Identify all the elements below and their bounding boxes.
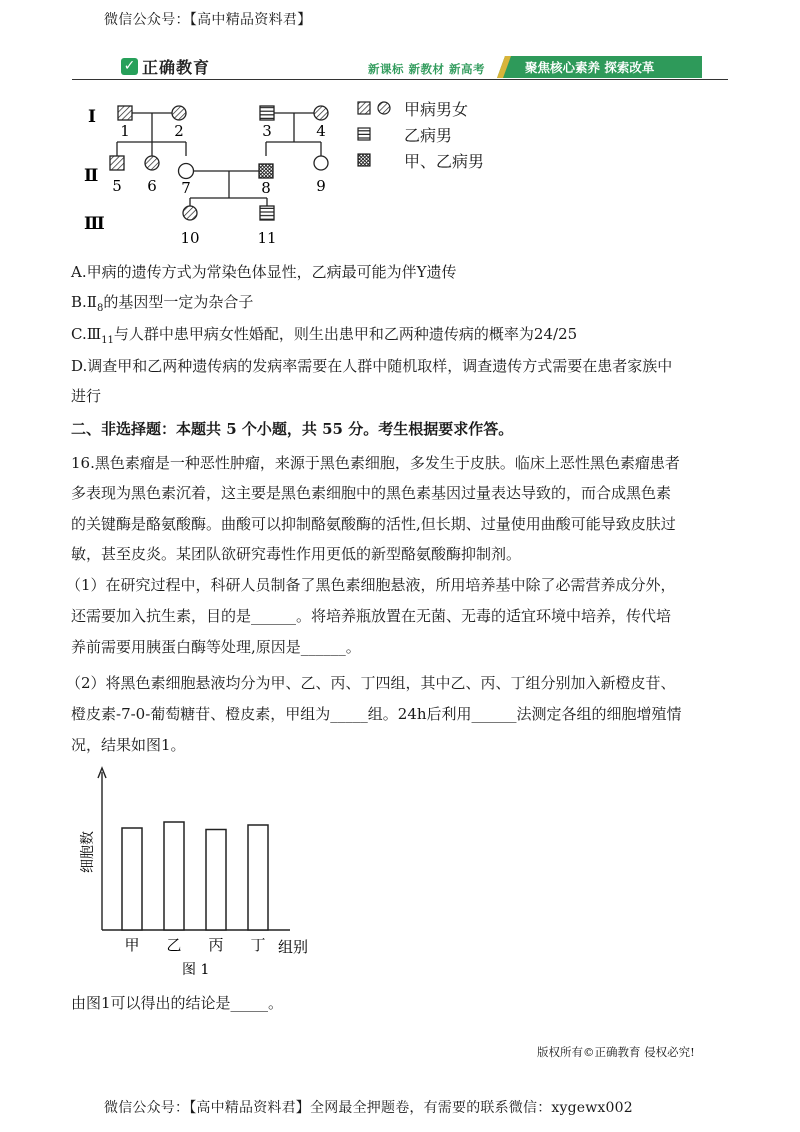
figure-1-bar-chart <box>70 760 330 985</box>
question-16-line1: 16.黑色素瘤是一种恶性肿瘤，来源于黑色素细胞，多发生于皮肤。临床上恶性黑色素瘤患者 <box>71 454 680 472</box>
legend-label: 甲、乙病男 <box>404 151 485 171</box>
individual-number: 2 <box>174 122 184 140</box>
header-divider <box>72 79 728 80</box>
subquestion-1-line3: 养前需要用胰蛋白酶等处理,原因是______。 <box>71 638 361 656</box>
footer-wechat-line: 微信公众号：【高中精品资料君】全网最全押题卷，有需要的联系微信：xygewx002 <box>104 1100 633 1116</box>
individual-number: 5 <box>112 177 122 195</box>
option-c-subscript: 11 <box>101 335 114 346</box>
subquestion-2-line1: （2）将黑色素细胞悬液均分为甲、乙、丙、丁四组，其中乙、丙、丁组分别加入新橙皮苷、 <box>66 674 676 692</box>
generation-label: Ⅲ <box>84 214 105 234</box>
individual-9-normal-female <box>314 156 328 170</box>
bar-4 <box>248 825 268 930</box>
header-tagline: 新课标 新教材 新高考 <box>368 62 486 76</box>
bar-3 <box>206 830 226 931</box>
individual-1-affected-male <box>118 106 132 120</box>
individual-number: 1 <box>120 122 130 140</box>
option-c-text: 与人群中患甲病女性婚配，则生出患甲和乙两种遗传病的概率为24/25 <box>113 325 578 343</box>
option-b-text: 的基因型一定为杂合子 <box>103 293 254 311</box>
pedigree-chart <box>70 92 355 247</box>
question-16-line2: 多表现为黑色素沉着，这主要是黑色素细胞中的黑色素基因过量表达导致的，而合成黑色素 <box>71 484 672 502</box>
individual-number: 8 <box>261 179 271 197</box>
y-axis-label: 细胞数 <box>80 831 96 873</box>
bar-2 <box>164 822 184 930</box>
legend-label: 甲病男女 <box>404 99 469 119</box>
option-c <box>71 323 577 352</box>
individual-number: 7 <box>181 179 191 197</box>
individual-number: 6 <box>147 177 157 195</box>
header-banner <box>497 56 702 78</box>
individual-6-affected-female <box>145 156 159 170</box>
question-16-conclusion: 由图1可以得出的结论是_____。 <box>71 994 284 1012</box>
check-icon: ✓ <box>121 58 138 75</box>
subquestion-1-line2: 还需要加入抗生素，目的是______。将培养瓶放置在无菌、无毒的适宜环境中培养，传代培 <box>71 607 672 625</box>
header-wechat-line: 微信公众号：【高中精品资料君】 <box>104 12 312 28</box>
individual-number: 10 <box>180 229 200 247</box>
section-heading: 二、非选择题：本题共 5 个小题，共 55 分。考生根据要求作答。 <box>71 420 514 438</box>
individual-4-affected-female <box>314 106 328 120</box>
subquestion-2-line2: 橙皮素-7-0-葡萄糖苷、橙皮素，甲组为_____组。24h后利用______法测定各组的细胞增殖情 <box>71 705 682 723</box>
individual-11-disease-b-male <box>260 206 274 220</box>
chart-title: 图 1 <box>182 962 210 978</box>
individual-8-both-diseases-male <box>259 164 273 178</box>
x-tick-label: 乙 <box>166 936 182 954</box>
copyright-notice: 版权所有©正确教育 侵权必究! <box>537 1045 695 1059</box>
question-16-line4: 敏，甚至皮炎。某团队欲研究毒性作用更低的新型酪氨酸酶抑制剂。 <box>71 545 522 563</box>
individual-number: 3 <box>262 122 272 140</box>
question-16-line3: 的关键酶是酪氨酸酶。曲酸可以抑制酪氨酸酶的活性,但长期、过量使用曲酸可能导致皮肤过 <box>71 515 676 533</box>
individual-5-affected-male <box>110 156 124 170</box>
option-d-line2: 进行 <box>71 387 102 405</box>
individual-7-normal-female <box>179 164 194 179</box>
generation-label: Ⅰ <box>88 107 96 127</box>
individual-3-disease-b-male <box>260 106 274 120</box>
individual-number: 4 <box>316 122 326 140</box>
legend-label: 乙病男 <box>404 125 453 145</box>
hatched-square-circle-icon <box>356 100 398 116</box>
option-b-subscript: 8 <box>97 303 104 314</box>
generation-label: Ⅱ <box>84 166 99 186</box>
logo-text: 正确教育 <box>142 58 211 77</box>
individual-number: 11 <box>257 229 277 247</box>
x-tick-label: 丁 <box>250 936 266 954</box>
banner-text: 聚焦核心素养 探索改革 <box>525 60 655 75</box>
legend-item-disease-b <box>356 121 484 147</box>
x-tick-label: 丙 <box>208 936 224 954</box>
subquestion-2-line3: 况，结果如图1。 <box>71 736 186 754</box>
x-axis-label: 组别 <box>278 938 309 956</box>
pedigree-legend <box>356 95 484 173</box>
option-d-line1: D.调查甲和乙两种遗传病的发病率需要在人群中随机取样，调查遗传方式需要在患者家族中 <box>71 357 673 375</box>
individual-10-affected-female <box>183 206 197 220</box>
option-a: A.甲病的遗传方式为常染色体显性，乙病最可能为伴Y遗传 <box>71 263 457 281</box>
crosshatch-square-icon <box>356 152 398 168</box>
bar-1 <box>122 828 142 930</box>
individual-number: 9 <box>316 177 326 195</box>
individual-2-affected-female <box>172 106 186 120</box>
option-b <box>71 291 253 320</box>
option-c-prefix: C.Ⅲ <box>71 325 102 343</box>
x-tick-label: 甲 <box>124 936 140 954</box>
brand-logo <box>121 55 210 78</box>
legend-item-both-diseases <box>356 147 484 173</box>
option-b-prefix: B.Ⅱ <box>71 293 97 311</box>
striped-square-icon <box>356 126 398 142</box>
legend-item-disease-a <box>356 95 484 121</box>
subquestion-1-line1: （1）在研究过程中，科研人员制备了黑色素细胞悬液，所用培养基中除了必需营养成分外， <box>66 576 676 594</box>
